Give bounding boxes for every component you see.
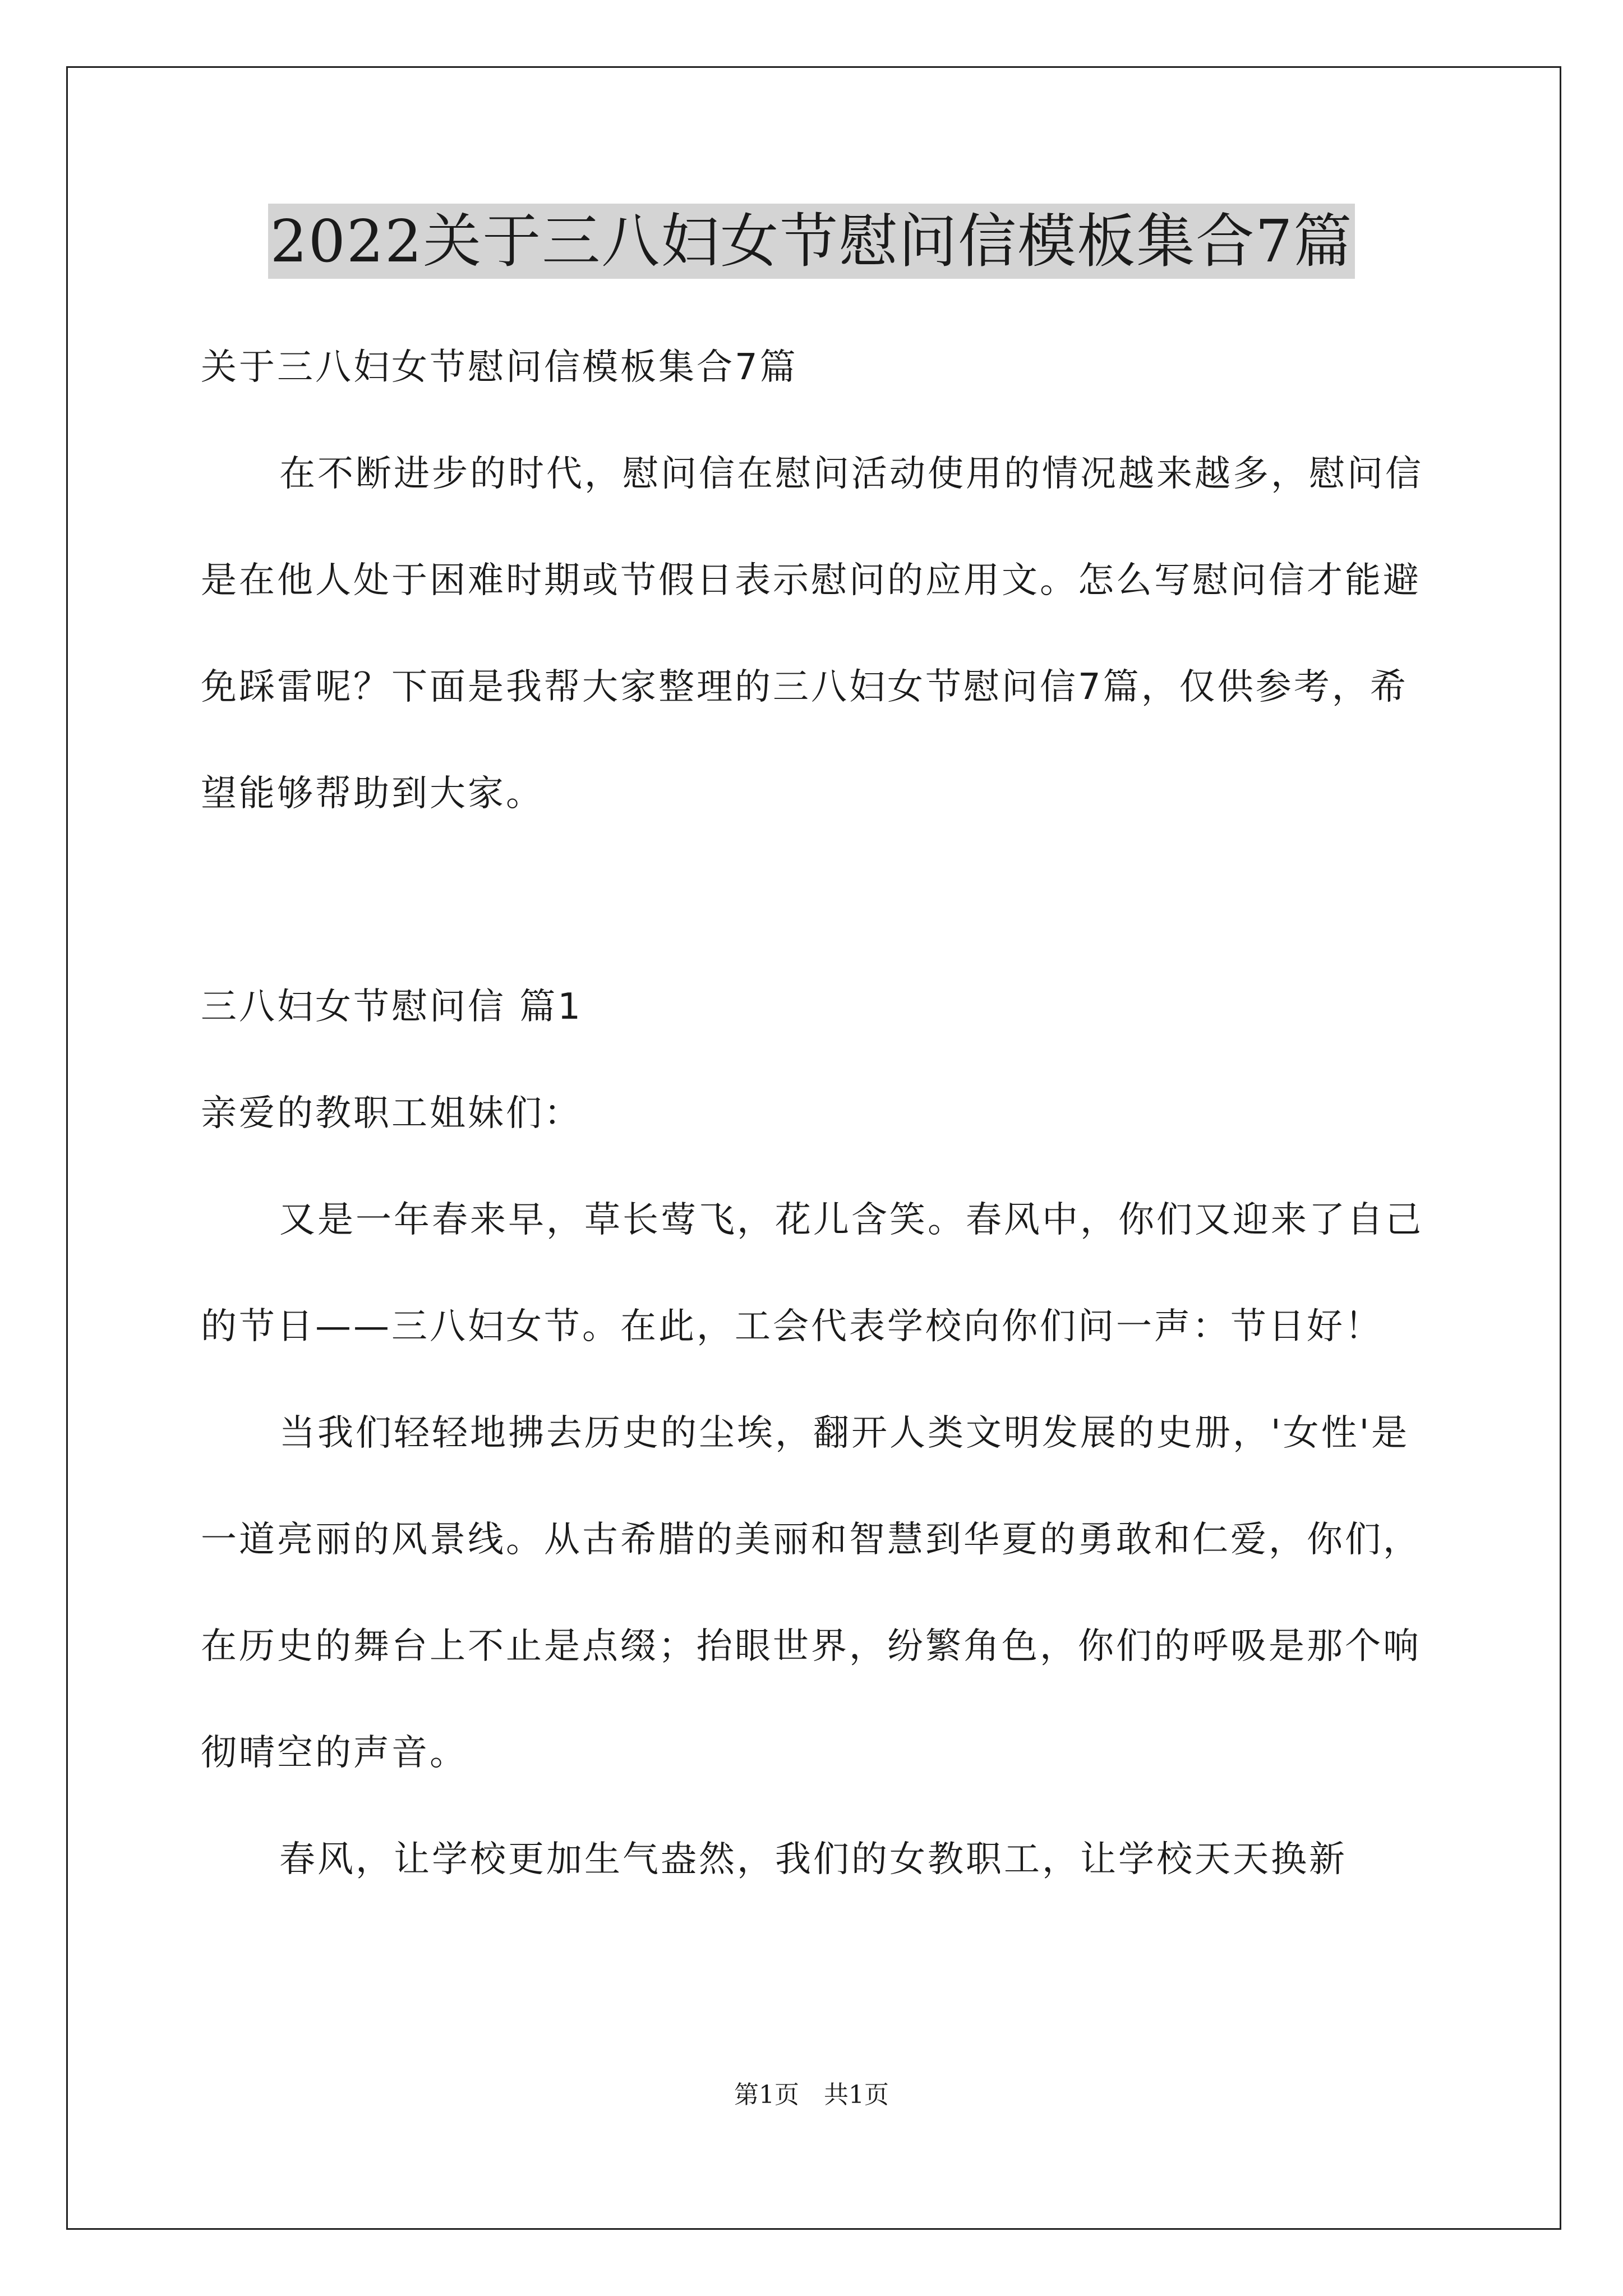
document-subtitle: 关于三八妇女节慰问信模板集合7篇 bbox=[201, 347, 798, 388]
section-heading: 三八妇女节慰问信 篇1 bbox=[201, 986, 583, 1028]
section-spacer bbox=[201, 847, 1435, 954]
document-title bbox=[0, 202, 1623, 280]
body-paragraph: 又是一年春来早，草长莺飞，花儿含笑。春风中，你们又迎来了自己的节日——三八妇女节。在此，工会代表学校向你们问一声：节日好！ bbox=[201, 1199, 1423, 1347]
body-paragraph: 春风，让学校更加生气盎然，我们的女教职工，让学校天天换新 bbox=[279, 1839, 1347, 1880]
document-body bbox=[201, 314, 1435, 1913]
body-paragraph: 当我们轻轻地拂去历史的尘埃，翻开人类文明发展的史册，'女性'是一道亮丽的风景线。从古希腊的美丽和智慧到华夏的勇敢和仁爱，你们，在历史的舞台上不止是点缀；抬眼世界，纷繁角色，你们的呼吸是那个响彻晴空的声音。 bbox=[201, 1412, 1421, 1774]
document-title-text: 2022关于三八妇女节慰问信模板集合7篇 bbox=[268, 204, 1355, 279]
page-footer: 第1页 共1页 bbox=[734, 2081, 889, 2109]
letter-salutation: 亲爱的教职工姐妹们： bbox=[201, 1093, 582, 1134]
intro-paragraph: 在不断进步的时代，慰问信在慰问活动使用的情况越来越多，慰问信是在他人处于困难时期或节假日表示慰问的应用文。怎么写慰问信才能避免踩雷呢？下面是我帮大家整理的三八妇女节慰问信7篇，仅供参考，希望能够帮助到大家。 bbox=[201, 453, 1423, 815]
